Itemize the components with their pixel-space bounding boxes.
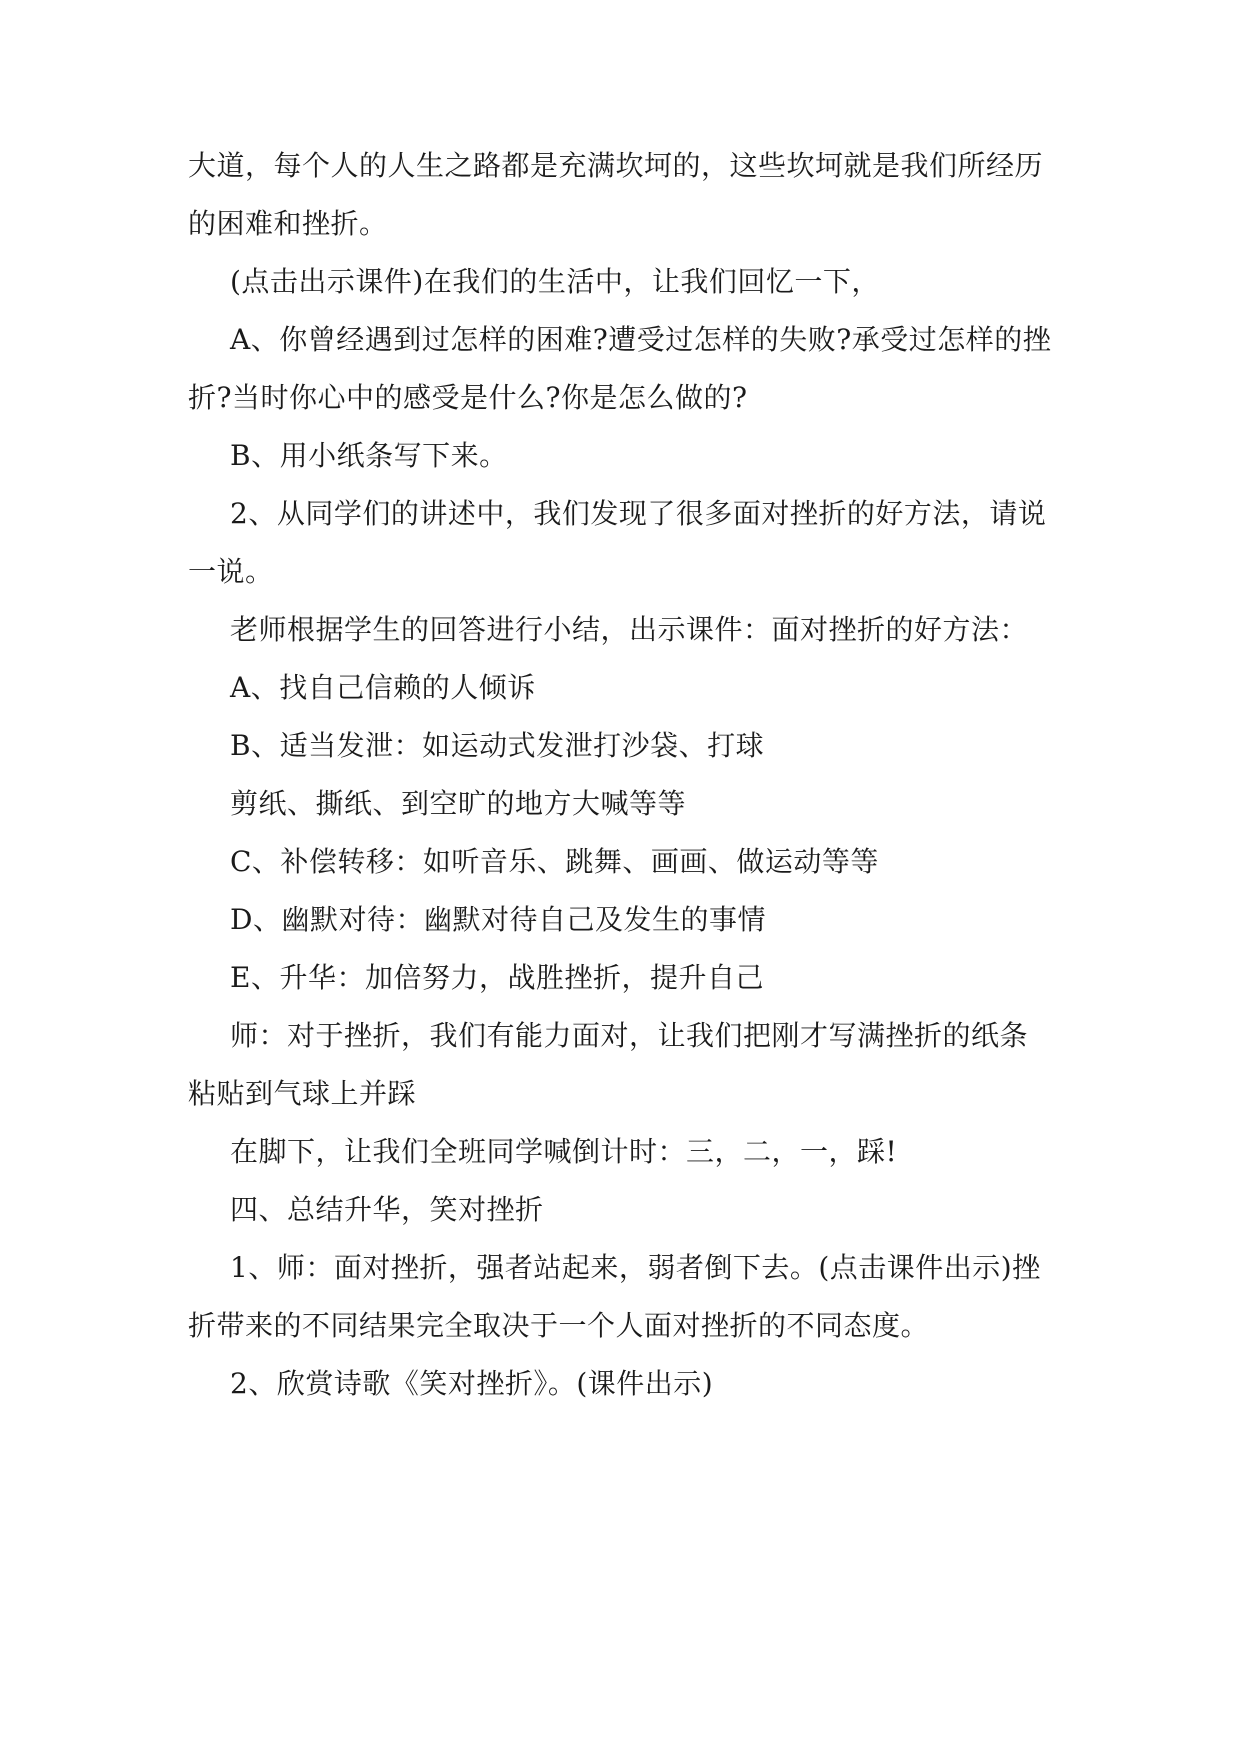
text-line-5: 折?当时你心中的感受是什么?你是怎么做的?	[188, 381, 748, 414]
text-line-20: 1、师：面对挫折，强者站起来，弱者倒下去。(点击课件出示)挫	[230, 1251, 1041, 1284]
text-line-13: C、补偿转移：如听音乐、跳舞、画画、做运动等等	[230, 845, 879, 878]
text-line-15: E、升华：加倍努力，战胜挫折，提升自己	[230, 961, 764, 994]
text-line-14: D、幽默对待：幽默对待自己及发生的事情	[230, 903, 766, 936]
text-line-18: 在脚下，让我们全班同学喊倒计时：三，二，一，踩!	[230, 1135, 898, 1168]
text-line-2: 的困难和挫折。	[188, 207, 388, 240]
text-line-11: B、适当发泄：如运动式发泄打沙袋、打球	[230, 729, 765, 762]
text-line-17: 粘贴到气球上并踩	[188, 1077, 417, 1110]
text-line-21: 折带来的不同结果完全取决于一个人面对挫折的不同态度。	[188, 1309, 930, 1342]
text-line-3: (点击出示课件)在我们的生活中，让我们回忆一下，	[230, 265, 880, 298]
text-line-12: 剪纸、撕纸、到空旷的地方大喊等等	[230, 787, 687, 820]
text-line-22: 2、欣赏诗歌《笑对挫折》。(课件出示)	[230, 1367, 714, 1400]
text-line-9: 老师根据学生的回答进行小结，出示课件：面对挫折的好方法：	[230, 613, 1029, 646]
text-line-4: A、你曾经遇到过怎样的困难?遭受过怎样的失败?承受过怎样的挫	[230, 323, 1052, 356]
text-line-6: B、用小纸条写下来。	[230, 439, 508, 472]
text-line-16: 师：对于挫折，我们有能力面对，让我们把刚才写满挫折的纸条	[230, 1019, 1029, 1052]
text-line-10: A、找自己信赖的人倾诉	[230, 671, 536, 704]
text-line-7: 2、从同学们的讲述中，我们发现了很多面对挫折的好方法，请说	[230, 497, 1047, 530]
text-line-19: 四、总结升华，笑对挫折	[230, 1193, 544, 1226]
text-line-1: 大道，每个人的人生之路都是充满坎坷的，这些坎坷就是我们所经历	[188, 149, 1044, 182]
text-line-8: 一说。	[188, 555, 274, 588]
